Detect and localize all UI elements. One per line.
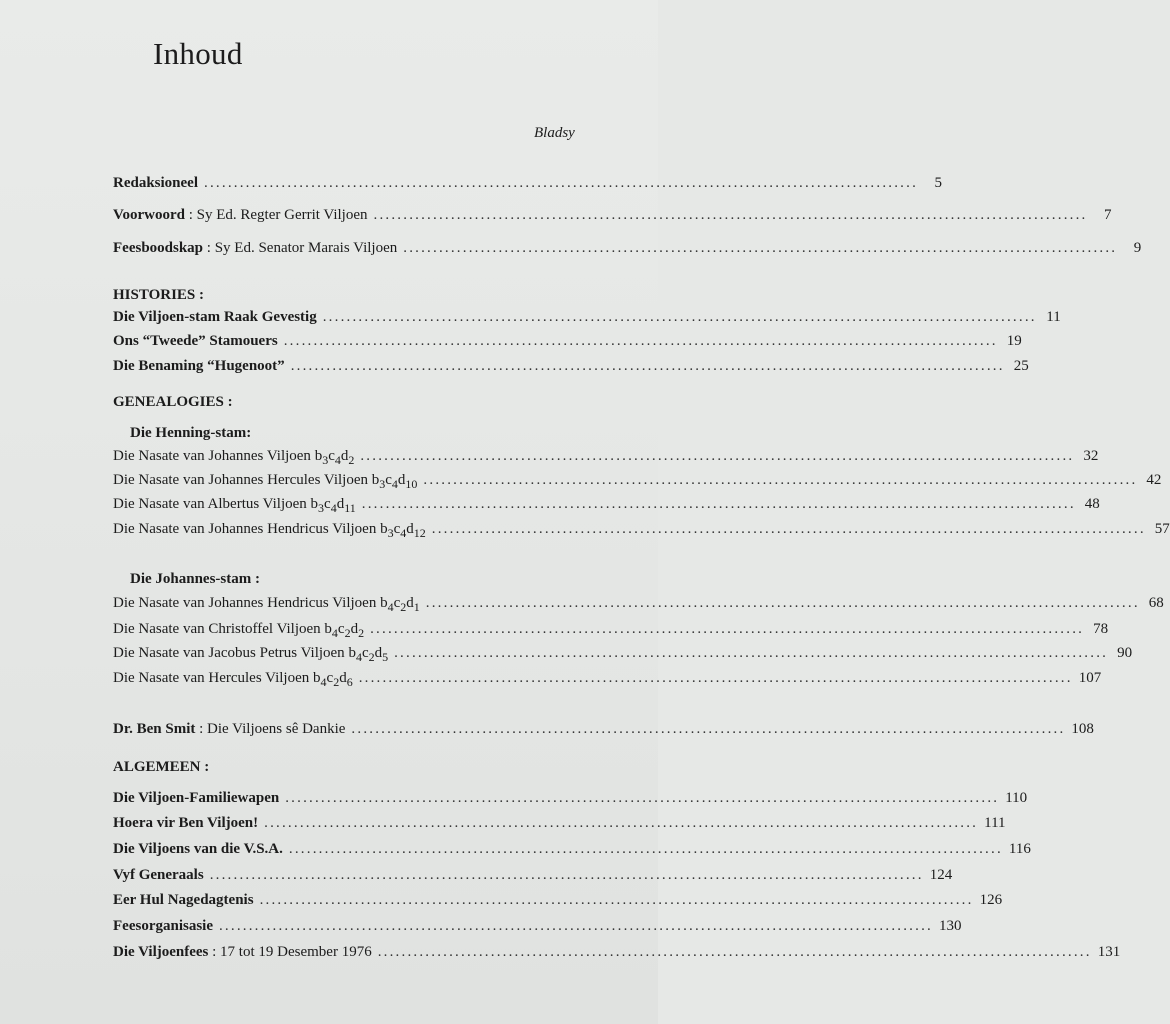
leader-dots: ........................................................................................................................ <box>322 309 1037 325</box>
toc-entry-henning-4 <box>113 521 1170 541</box>
page-number: 124 <box>929 867 953 883</box>
leader-dots: ........................................................................................................................ <box>288 841 1003 857</box>
entry-title: Dr. Ben Smit : Die Viljoens sê Dankie <box>113 721 346 737</box>
entry-title: Die Viljoens van die V.S.A. <box>113 841 283 857</box>
toc-entry-hoera <box>113 815 1006 835</box>
leader-dots: ........................................................................................................................ <box>204 175 919 191</box>
toc-entry-nagedagtenis <box>113 892 1003 912</box>
entry-title: Die Nasate van Albertus Viljoen $b_3c_4d_{11}$ <box>113 496 356 516</box>
toc-entry-feesboodskap <box>113 240 1142 260</box>
toc-entry-familiewapen <box>113 790 1028 810</box>
page-number: 126 <box>979 892 1003 908</box>
page-number: 116 <box>1008 841 1031 857</box>
toc-entry-ben-smit <box>113 721 1094 741</box>
entry-title: Feesorganisasie <box>113 918 213 934</box>
subsection-heading-henning: Die Henning-stam: <box>130 425 252 441</box>
toc-entry-generaals <box>113 867 953 887</box>
entry-title: Die Nasate van Hercules Viljoen $b_4c_2d_6$ <box>113 670 353 690</box>
page-number: 111 <box>984 815 1006 831</box>
toc-entry-johannes-1 <box>113 595 1164 615</box>
toc-entry-johannes-3 <box>113 645 1133 665</box>
page-number: 19 <box>1006 333 1022 349</box>
leader-dots: ........................................................................................................................ <box>351 721 1066 737</box>
section-heading-algemeen: ALGEMEEN : <box>113 759 210 775</box>
page-column-header: Bladsy <box>534 125 575 141</box>
page-number: 5 <box>934 175 943 191</box>
entry-title: Die Viljoen-stam Raak Gevestig <box>113 309 317 325</box>
toc-entry-vsa <box>113 841 1031 861</box>
entry-title: Die Viljoen-Familiewapen <box>113 790 280 806</box>
lineage-code: $b_4c_2d_2$ <box>324 621 365 641</box>
lineage-code: $b_3c_4d_{11}$ <box>310 496 356 516</box>
leader-dots: ........................................................................................................................ <box>370 621 1085 637</box>
page-number: 90 <box>1117 645 1133 661</box>
page-number: 57 <box>1154 521 1170 537</box>
toc-entry-viljoenfees <box>113 944 1121 964</box>
toc-entry-raak-gevestig <box>113 309 1061 329</box>
lineage-code: $b_4c_2d_5$ <box>348 645 389 665</box>
page-number: 78 <box>1093 621 1109 637</box>
leader-dots: ........................................................................................................................ <box>259 892 974 908</box>
toc-entry-redaksioneel <box>113 175 943 195</box>
leader-dots: ........................................................................................................................ <box>209 867 924 883</box>
page-number: 7 <box>1104 207 1112 223</box>
toc-entry-henning-2 <box>113 472 1162 492</box>
leader-dots: ........................................................................................................................ <box>394 645 1109 661</box>
leader-dots: ........................................................................................................................ <box>283 333 998 349</box>
entry-title: Eer Hul Nagedagtenis <box>113 892 254 908</box>
entry-title: Feesboodskap : Sy Ed. Senator Marais Viljoen <box>113 240 398 256</box>
page-title: Inhoud <box>153 36 243 71</box>
page-number: 48 <box>1084 496 1100 512</box>
toc-entry-johannes-2 <box>113 621 1109 641</box>
entry-title: Die Nasate van Christoffel Viljoen $b_4c_2d_2$ <box>113 621 365 641</box>
lineage-code: $b_4c_2d_6$ <box>313 670 353 690</box>
leader-dots: ........................................................................................................................ <box>425 595 1140 611</box>
leader-dots: ........................................................................................................................ <box>264 815 979 831</box>
page-number: 130 <box>938 918 962 934</box>
entry-title: Die Benaming “Hugenoot” <box>113 358 285 374</box>
leader-dots: ........................................................................................................................ <box>360 448 1075 464</box>
leader-dots: ........................................................................................................................ <box>218 918 933 934</box>
lineage-code: $b_4c_2d_1$ <box>380 595 420 615</box>
page-number: 110 <box>1005 790 1028 806</box>
entry-title: Redaksioneel <box>113 175 199 191</box>
page-number: 68 <box>1148 595 1164 611</box>
subsection-heading-johannes: Die Johannes-stam : <box>130 571 260 587</box>
entry-title: Die Viljoenfees : 17 tot 19 Desember 1976 <box>113 944 372 960</box>
leader-dots: ........................................................................................................................ <box>431 521 1146 537</box>
entry-title: Voorwoord : Sy Ed. Regter Gerrit Viljoen <box>113 207 368 223</box>
toc-entry-tweede-stamouers <box>113 333 1022 353</box>
leader-dots: ........................................................................................................................ <box>423 472 1138 488</box>
entry-title: Vyf Generaals <box>113 867 204 883</box>
toc-entry-johannes-4 <box>113 670 1102 690</box>
lineage-code: $b_3c_4d_2$ <box>314 448 355 468</box>
lineage-code: $b_3c_4d_{12}$ <box>380 521 426 541</box>
leader-dots: ........................................................................................................................ <box>373 207 1088 223</box>
toc-entry-henning-3 <box>113 496 1100 516</box>
toc-entry-henning-1 <box>113 448 1099 468</box>
toc-entry-benaming-hugenoot <box>113 358 1029 378</box>
entry-title: Die Nasate van Johannes Hendricus Viljoen $b_3c_4d_{12}$ <box>113 521 426 541</box>
leader-dots: ........................................................................................................................ <box>377 944 1092 960</box>
toc-entry-feesorganisasie <box>113 918 962 938</box>
entry-title: Die Nasate van Johannes Hendricus Viljoen $b_4c_2d_1$ <box>113 595 420 615</box>
leader-dots: ........................................................................................................................ <box>285 790 1000 806</box>
section-heading-genealogies: GENEALOGIES : <box>113 394 233 410</box>
page-number: 42 <box>1146 472 1162 488</box>
toc-entry-voorwoord <box>113 207 1112 227</box>
lineage-code: $b_3c_4d_{10}$ <box>371 472 418 492</box>
page-number: 108 <box>1071 721 1094 737</box>
page-number: 32 <box>1083 448 1099 464</box>
leader-dots: ........................................................................................................................ <box>361 496 1076 512</box>
page-number: 25 <box>1013 358 1029 374</box>
section-heading-histories: HISTORIES : <box>113 287 205 303</box>
entry-title: Ons “Tweede” Stamouers <box>113 333 278 349</box>
page-number: 9 <box>1133 240 1142 256</box>
leader-dots: ........................................................................................................................ <box>290 358 1005 374</box>
entry-title: Die Nasate van Johannes Hercules Viljoen $b_3c_4d_{10}$ <box>113 472 418 492</box>
page-number: 131 <box>1097 944 1121 960</box>
page-number: 107 <box>1078 670 1102 686</box>
entry-title: Die Nasate van Johannes Viljoen $b_3c_4d_2$ <box>113 448 355 468</box>
leader-dots: ........................................................................................................................ <box>403 240 1118 256</box>
leader-dots: ........................................................................................................................ <box>358 670 1073 686</box>
entry-title: Hoera vir Ben Viljoen! <box>113 815 259 831</box>
page-number: 11 <box>1046 309 1061 325</box>
entry-title: Die Nasate van Jacobus Petrus Viljoen $b_4c_2d_5$ <box>113 645 389 665</box>
